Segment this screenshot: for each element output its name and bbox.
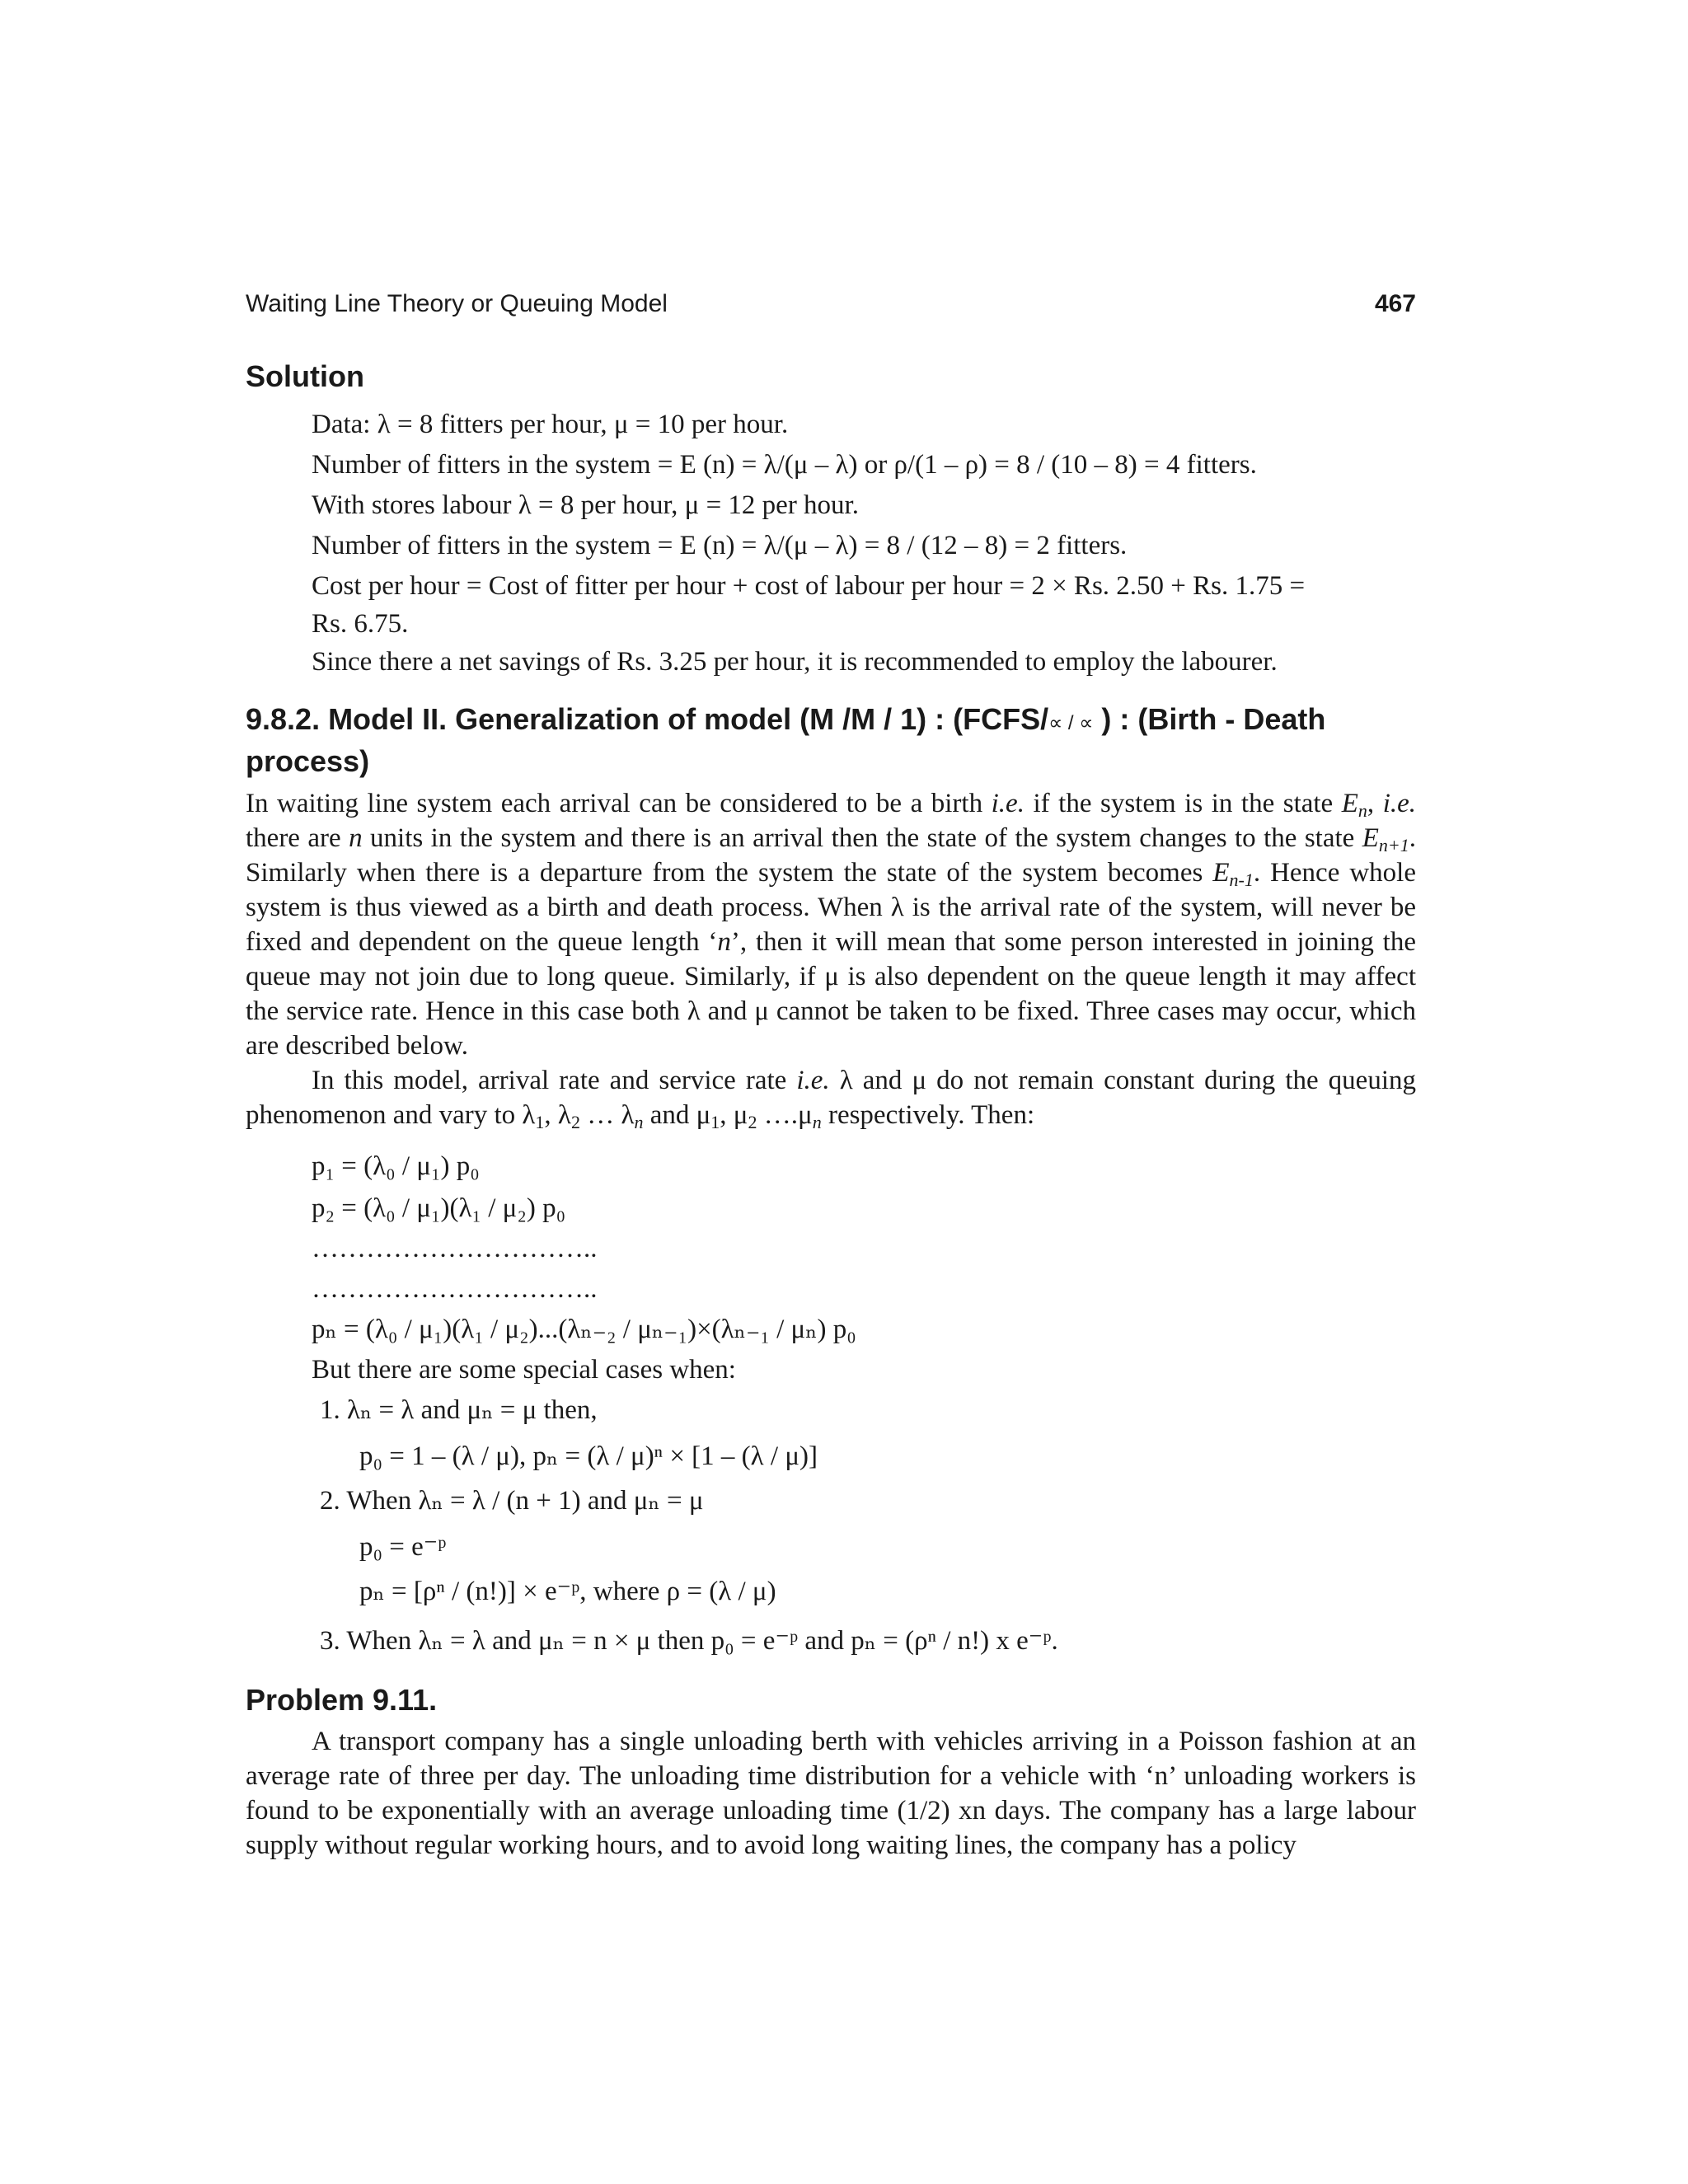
para1-n: n	[349, 823, 363, 853]
para2-sub-3: 1	[710, 1112, 720, 1132]
para1-sub-n-minus-1: n-1	[1229, 869, 1254, 890]
case-1: 1. λₙ = λ and μₙ = μ then,	[320, 1395, 598, 1425]
para2-sub-n: n	[634, 1112, 644, 1132]
section-heading-part1: 9.8.2. Model II. Generalization of model (M /M / 1) : (FCFS/	[246, 702, 1049, 736]
para2-text-f: , μ	[720, 1100, 748, 1130]
para1-state-E: E	[1341, 789, 1358, 818]
para2-ie: i.e.	[796, 1066, 830, 1095]
equation-p2: p₂ = (λ₀ / μ₁)(λ₁ / μ₂) p₀	[312, 1193, 566, 1223]
para2-sub-4: 2	[748, 1112, 757, 1132]
ellipsis-line-1: …………………………..	[312, 1234, 598, 1263]
solution-line-5: Cost per hour = Cost of fitter per hour + cost of labour per hour = 2 × Rs. 2.50 + Rs. 1.75 =	[312, 571, 1306, 601]
model-paragraph	[246, 1063, 1416, 1132]
para2-text-h: respectively. Then:	[821, 1100, 1035, 1130]
para1-state-n: n	[1357, 800, 1367, 821]
para2-sub-5: n	[812, 1112, 822, 1132]
para1-sub-n-plus-1: n+1	[1378, 835, 1409, 855]
para2-sub-1: 1	[535, 1112, 545, 1132]
para1-text-d: there are	[246, 823, 349, 853]
case-3: 3. When λₙ = λ and μₙ = n × μ then p₀ = e⁻ᵖ and pₙ = (ρⁿ / n!) x e⁻ᵖ.	[320, 1626, 1058, 1656]
para1-n-quoted: n	[717, 927, 731, 957]
para2-text-d: … λ	[579, 1100, 635, 1130]
para1-ie-2: i.e.	[1382, 789, 1417, 818]
chapter-title: Waiting Line Theory or Queuing Model	[246, 290, 668, 317]
section-heading-part2: ) : (Birth - Death	[1101, 702, 1326, 736]
para2-text-c: , λ	[544, 1100, 571, 1130]
section-heading-infinity: ∝ / ∝	[1048, 712, 1094, 734]
para1-state-E2: E	[1362, 823, 1379, 853]
problem-heading: Problem 9.11.	[246, 1683, 438, 1717]
solution-line-1: Data: λ = 8 fitters per hour, μ = 10 per hour.	[312, 410, 789, 439]
para2-text-a: In this model, arrival rate and service rate	[312, 1066, 797, 1095]
special-cases-intro: But there are some special cases when:	[312, 1355, 736, 1385]
section-heading-line2: process)	[246, 744, 370, 778]
case-1-equation: p₀ = 1 – (λ / μ), pₙ = (λ / μ)ⁿ × [1 – (λ / μ)]	[359, 1441, 818, 1471]
para1-text-g: . Hence whole system is thus viewed as a birth and death process. When λ is the arrival rate of the system, will never be fixed and dependent on the queue length ‘	[246, 858, 1416, 957]
para1-text-h: ’, then it will mean that some person interested in joining the queue may not join due to long queue. Similarly, if μ is also dependent on the queue length it may affect the service rate. Hence in this case both λ and μ cannot be taken to be fixed. Three cases may occur, which are described below.	[246, 927, 1416, 1061]
equation-p1: p₁ = (λ₀ / μ₁) p₀	[312, 1151, 480, 1181]
solution-line-6: Rs. 6.75.	[312, 609, 409, 639]
para1-text-e: units in the system and there is an arrival then the state of the system changes to the state	[362, 823, 1362, 853]
intro-paragraph	[246, 786, 1416, 1063]
ellipsis-line-2: …………………………..	[312, 1274, 598, 1304]
para1-text-f: . Similarly when there is a departure from the system the state of the system becomes	[246, 823, 1416, 888]
solution-line-3: With stores labour λ = 8 per hour, μ = 12 per hour.	[312, 490, 859, 520]
case-2-equation-1: p₀ = e⁻ᵖ	[359, 1532, 447, 1562]
equation-pn: pₙ = (λ₀ / μ₁)(λ₁ / μ₂)...(λₙ₋₂ / μₙ₋₁)×(λₙ₋₁ / μₙ) p₀	[312, 1315, 856, 1344]
running-header	[246, 290, 1416, 318]
para1-state-E3: E	[1212, 858, 1230, 888]
para1-ie-1: i.e.	[991, 789, 1025, 818]
solution-line-4: Number of fitters in the system = E (n) = λ/(μ – λ) = 8 / (12 – 8) = 2 fitters.	[312, 531, 1128, 560]
case-2-equation-2: pₙ = [ρⁿ / (n!)] × e⁻ᵖ, where ρ = (λ / μ)	[359, 1577, 776, 1606]
section-heading	[246, 701, 1416, 780]
solution-heading: Solution	[246, 359, 364, 393]
para1-text-c: ,	[1367, 789, 1383, 818]
para2-text-e: and μ	[643, 1100, 711, 1130]
para2-text-g: ….μ	[757, 1100, 813, 1130]
para2-text-b: λ and μ do not remain constant during the queuing phenomenon and vary to λ	[246, 1066, 1416, 1130]
para1-text-b: if the system is in the state	[1024, 789, 1342, 818]
solution-line-2: Number of fitters in the system = E (n) = λ/(μ – λ) or ρ/(1 – ρ) = 8 / (10 – 8) = 4 fitters.	[312, 450, 1257, 480]
para2-sub-2: 2	[570, 1112, 580, 1132]
problem-text: A transport company has a single unloading berth with vehicles arriving in a Poisson fashion at an average rate of three per day. The unloading time distribution for a vehicle with ‘n’ unloading workers is found to be exponentially with an average unloading time (1/2) xn days. The company has a large labour supply without regular working hours, and to avoid long waiting lines, the company has a policy	[246, 1727, 1416, 1860]
case-2: 2. When λₙ = λ / (n + 1) and μₙ = μ	[320, 1486, 704, 1516]
solution-line-7: Since there a net savings of Rs. 3.25 per hour, it is recommended to employ the labourer.	[312, 647, 1278, 677]
para1-text-a: In waiting line system each arrival can be considered to be a birth	[246, 789, 992, 818]
page-number: 467	[1374, 290, 1416, 317]
